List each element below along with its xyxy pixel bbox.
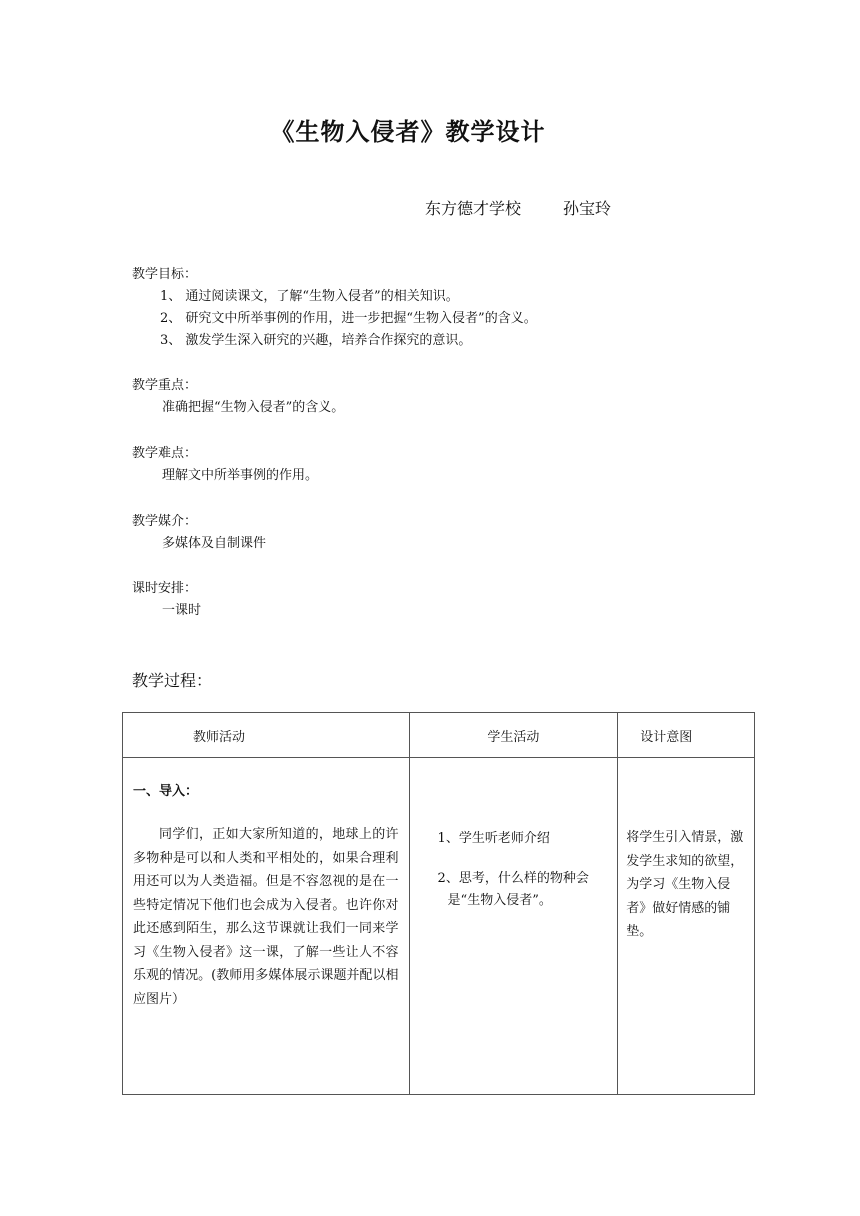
author-line: [425, 196, 611, 219]
school-name: 东方德才学校: [425, 199, 522, 218]
student-activity-cell: [409, 758, 618, 1095]
document-title: 《生物入侵者》教学设计: [270, 118, 546, 146]
teacher-activity-text: 同学们，正如大家所知道的，地球上的许多物种是可以和人类和平相处的，如果合理利用还可以为人类造福。但是不容忽视的是在一些特定情况下他们也会成为入侵者。也许你对此还感到陌生，那么这节课就让我们一同来学习《生物入侵者》这一课，了解一些让人不容乐观的情况。(教师用多媒体展示课题并配以相应图片）: [133, 827, 399, 1007]
student-activity-1: 1、学生听老师介绍: [437, 831, 550, 846]
goals-section: [132, 264, 537, 352]
goal-item: 1、 通过阅读课文，了解“生物入侵者”的相关知识。: [160, 289, 459, 304]
focus-section: [132, 375, 344, 419]
media-body: 多媒体及自制课件: [162, 536, 267, 551]
focus-body: 准确把握“生物入侵者”的含义。: [162, 400, 345, 415]
section-title: 一、导入：: [133, 784, 199, 799]
difficulty-heading: 教学难点：: [132, 446, 198, 461]
header-teacher: 教师活动: [123, 713, 410, 758]
header-student: 学生活动: [409, 713, 618, 758]
design-intent-text: 将学生引入情景，激发学生求知的欲望，为学习《生物入侵者》做好情感的铺垫。: [626, 830, 744, 939]
difficulty-body: 理解文中所举事例的作用。: [162, 468, 319, 483]
goal-item: 3、 激发学生深入研究的兴趣，培养合作探究的意识。: [160, 333, 472, 348]
schedule-body: 一课时: [162, 603, 202, 618]
difficulty-section: [132, 443, 318, 487]
table-row: [123, 758, 755, 1095]
media-heading: 教学媒介：: [132, 514, 198, 529]
author-name: 孙宝玲: [563, 199, 612, 218]
goals-heading: 教学目标：: [132, 267, 198, 282]
design-intent-cell: [618, 758, 755, 1095]
header-intent: 设计意图: [618, 713, 755, 758]
teacher-activity-cell: [123, 758, 410, 1095]
media-section: [132, 511, 266, 555]
student-activity-2: 2、思考，什么样的物种会: [437, 871, 589, 886]
process-table: [122, 712, 755, 1095]
schedule-section: [132, 578, 201, 622]
goal-item: 2、 研究文中所举事例的作用，进一步把握“生物入侵者”的含义。: [160, 311, 537, 326]
process-label: 教学过程：: [132, 671, 213, 690]
table-header-row: [123, 713, 755, 758]
student-activity-2-cont: 是“生物入侵者”。: [447, 893, 552, 908]
schedule-heading: 课时安排：: [132, 581, 198, 596]
focus-heading: 教学重点：: [132, 378, 198, 393]
